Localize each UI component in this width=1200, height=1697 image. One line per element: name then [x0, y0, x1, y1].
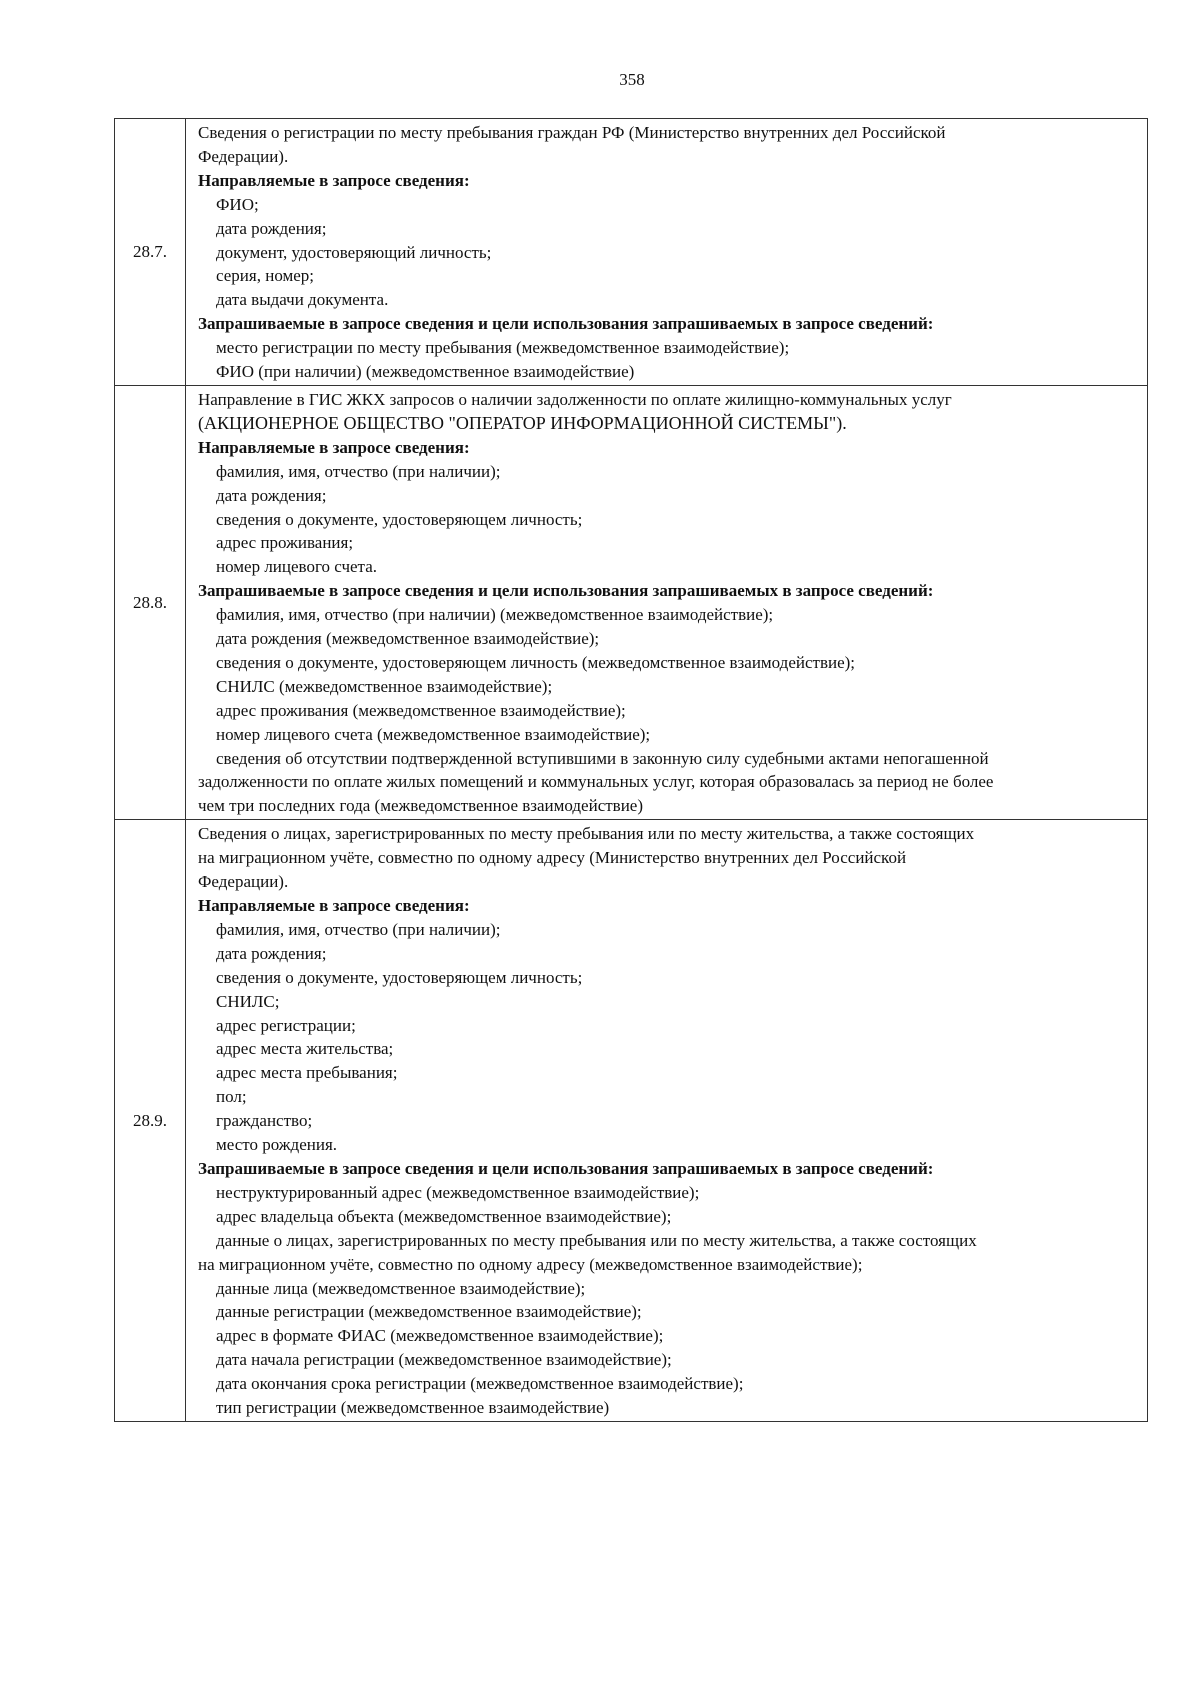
sent-item: документ, удостоверяющий личность;	[216, 242, 492, 262]
table-row	[115, 119, 1148, 386]
requested-item: фамилия, имя, отчество (при наличии) (межведомственное взаимодействие);	[216, 605, 774, 625]
requested-item: адрес в формате ФИАС (межведомственное взаимодействие);	[216, 1326, 664, 1346]
sent-item: СНИЛС;	[216, 991, 280, 1011]
requested-item: данные регистрации (межведомственное взаимодействие);	[216, 1302, 642, 1322]
requested-item-long: задолженности по оплате жилых помещений и коммунальных услуг, которая образовалась за период не более	[198, 772, 994, 792]
document-table	[114, 118, 1148, 1422]
sent-item: сведения о документе, удостоверяющем личность;	[216, 509, 583, 529]
table-row	[115, 385, 1148, 819]
requested-item: адрес владельца объекта (межведомственное взаимодействие);	[216, 1206, 672, 1226]
intro-line: Сведения о лицах, зарегистрированных по месту пребывания или по месту жительства, а также состоящих	[198, 824, 975, 844]
row-content	[186, 820, 1148, 1422]
requested-item: неструктурированный адрес (межведомственное взаимодействие);	[216, 1182, 700, 1202]
requested-item: СНИЛС (межведомственное взаимодействие);	[216, 676, 553, 696]
sent-item: адрес места жительства;	[216, 1039, 394, 1059]
sent-item: серия, номер;	[216, 266, 315, 286]
requested-item-long: чем три последних года (межведомственное взаимодействие)	[198, 796, 643, 816]
row-content	[186, 119, 1148, 386]
requested-item: место регистрации по месту пребывания (межведомственное взаимодействие);	[216, 338, 790, 358]
requested-item: тип регистрации (межведомственное взаимодействие)	[216, 1398, 610, 1418]
sent-item: адрес проживания;	[216, 533, 354, 553]
page-number: 358	[619, 70, 645, 89]
requested-heading: Запрашиваемые в запросе сведения и цели использования запрашиваемых в запросе сведений:	[198, 314, 934, 334]
sent-heading: Направляемые в запросе сведения:	[198, 437, 470, 457]
requested-item: дата рождения (межведомственное взаимодействие);	[216, 629, 600, 649]
sent-item: адрес регистрации;	[216, 1015, 356, 1035]
intro-line: Направление в ГИС ЖКХ запросов о наличии задолженности по оплате жилищно-коммунальных услуг	[198, 389, 952, 409]
sent-item: сведения о документе, удостоверяющем личность;	[216, 967, 583, 987]
row-number: 28.7.	[115, 119, 186, 386]
intro-line: (АКЦИОНЕРНОЕ ОБЩЕСТВО "ОПЕРАТОР ИНФОРМАЦИОННОЙ СИСТЕМЫ").	[198, 412, 847, 433]
sent-item: дата рождения;	[216, 218, 327, 238]
row-number: 28.8.	[115, 385, 186, 819]
sent-item: дата выдачи документа.	[216, 290, 389, 310]
requested-item-long: данные о лицах, зарегистрированных по месту пребывания или по месту жительства, а также состоящих	[216, 1230, 977, 1250]
sent-item: место рождения.	[216, 1135, 338, 1155]
sent-item: номер лицевого счета.	[216, 557, 377, 577]
sent-item: дата рождения;	[216, 943, 327, 963]
sent-item: дата рождения;	[216, 485, 327, 505]
requested-item: дата окончания срока регистрации (межведомственное взаимодействие);	[216, 1374, 744, 1394]
requested-item: сведения о документе, удостоверяющем личность (межведомственное взаимодействие);	[216, 652, 856, 672]
intro-line: Сведения о регистрации по месту пребывания граждан РФ (Министерство внутренних дел Российской	[198, 123, 946, 142]
requested-item: данные лица (межведомственное взаимодействие);	[216, 1278, 586, 1298]
requested-heading: Запрашиваемые в запросе сведения и цели использования запрашиваемых в запросе сведений:	[198, 1158, 934, 1178]
requested-item-long: сведения об отсутствии подтвержденной вступившими в законную силу судебными актами непогашенной	[216, 748, 989, 768]
sent-item: гражданство;	[216, 1111, 313, 1131]
intro-line: на миграционном учёте, совместно по одному адресу (Министерство внутренних дел Российской	[198, 848, 907, 868]
table-row	[115, 820, 1148, 1422]
sent-heading: Направляемые в запросе сведения:	[198, 896, 470, 915]
sent-item: пол;	[216, 1087, 247, 1107]
row-number: 28.9.	[115, 820, 186, 1422]
sent-item: фамилия, имя, отчество (при наличии);	[216, 919, 501, 939]
sent-heading: Направляемые в запросе сведения:	[198, 170, 470, 190]
intro-line: Федерации).	[198, 146, 289, 166]
requested-item-long: на миграционном учёте, совместно по одному адресу (межведомственное взаимодействие);	[198, 1254, 863, 1274]
requested-item: номер лицевого счета (межведомственное взаимодействие);	[216, 724, 651, 744]
row-content	[186, 385, 1148, 819]
requested-heading: Запрашиваемые в запросе сведения и цели использования запрашиваемых в запросе сведений:	[198, 581, 934, 601]
sent-item: ФИО;	[216, 194, 259, 214]
requested-item: адрес проживания (межведомственное взаимодействие);	[216, 700, 626, 720]
intro-line: Федерации).	[198, 872, 289, 892]
sent-item: фамилия, имя, отчество (при наличии);	[216, 461, 501, 481]
requested-item: дата начала регистрации (межведомственное взаимодействие);	[216, 1350, 672, 1370]
sent-item: адрес места пребывания;	[216, 1063, 398, 1083]
requested-item: ФИО (при наличии) (межведомственное взаимодействие)	[216, 362, 635, 382]
